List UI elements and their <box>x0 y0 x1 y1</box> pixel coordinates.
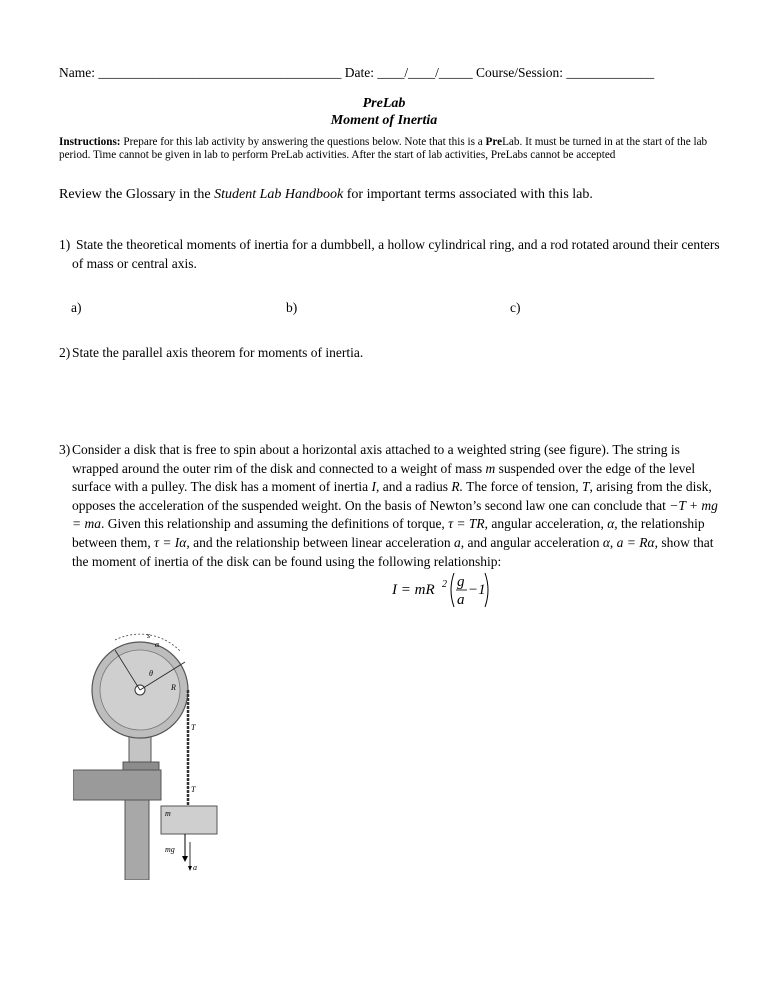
question-1-number: 1) <box>59 237 71 252</box>
question-2-number: 2) <box>59 345 71 360</box>
table-leg <box>125 800 149 880</box>
torque-equation: τ = TR <box>448 516 485 532</box>
fraction-numerator: g <box>457 574 465 590</box>
table-top <box>73 770 161 800</box>
question-3-text: Consider a disk that is free to spin about a horizontal axis attached to a weighted string (see figure). The string is wrapped around the outer rim of the disk and connected to a weight of mass m suspended over the edge of the level surface with a pulley. The disk has a moment of inertia I, and a radius R. The force of tension, T, arising from the disk, opposes the acceleration of the suspended weight. On the basis of Newton’s second law one can conclude that −T + mg = ma. Given this relationship and assuming the definitions of torque, τ = TR, angular acceleration, α, the relationship between them, τ = Iα, and the relationship between linear acceleration a, and angular acceleration α, a = Rα, show that the moment of inertia of the disk can be found using the following relationship: <box>72 442 718 569</box>
a-arrowhead <box>188 866 192 871</box>
label-tension-top: T <box>191 723 196 732</box>
question-1 <box>59 236 723 273</box>
date-blank[interactable]: ____/____/_____ <box>377 65 473 80</box>
name-label: Name: <box>59 65 95 80</box>
equation-lhs: I = mR <box>392 582 435 598</box>
minus-one: −1 <box>468 582 486 598</box>
answer-a-label: a) <box>71 300 82 315</box>
label-theta: θ <box>149 669 153 678</box>
label-alpha: α <box>155 640 160 649</box>
left-paren <box>451 573 454 607</box>
instructions-label: Instructions: <box>59 136 121 148</box>
question-1-text: State the theoretical moments of inertia for a dumbbell, a hollow cylindrical ring, and a rod rotated around their centers of mass or central axis. <box>72 237 720 271</box>
handbook-title: Student Lab Handbook <box>214 187 344 202</box>
title-prelab: PreLab <box>362 96 406 111</box>
label-tension-bottom: T <box>191 785 196 794</box>
review-line: Review the Glossary in the Student Lab Handbook for important terms associated with this lab. <box>59 187 593 202</box>
mg-arrowhead <box>182 856 188 862</box>
label-s: s <box>147 631 151 640</box>
answer-c-label: c) <box>510 300 521 315</box>
label-mg: mg <box>165 845 175 854</box>
label-r: R <box>171 683 176 692</box>
answer-b-label: b) <box>286 300 298 315</box>
question-2-text: State the parallel axis theorem for moments of inertia. <box>72 345 364 360</box>
newton-equation: −T + mg = ma <box>72 497 718 532</box>
tau-i-alpha-equation: τ = Iα <box>154 534 187 550</box>
label-m: m <box>165 809 171 818</box>
header-line <box>59 65 719 81</box>
mount-base <box>123 762 159 770</box>
name-blank[interactable]: ____________________________________ <box>98 65 342 80</box>
instructions: Instructions: Prepare for this lab activity by answering the questions below. Note that this is a PreLab. It must be turned in at the start of the lab period. Time cannot be given in lab to perform PreLab activities. After the start of lab activities, PreLabs cannot be accepted <box>59 136 708 162</box>
title-moment-of-inertia: Moment of Inertia <box>330 113 438 128</box>
fraction-denominator: a <box>457 592 465 608</box>
disk-pulley-figure <box>73 630 233 880</box>
label-a: a <box>193 863 197 872</box>
question-3 <box>59 441 723 571</box>
a-r-alpha-equation: a = Rα <box>616 534 655 550</box>
course-label: Course/Session: <box>476 65 564 80</box>
course-blank[interactable]: _____________ <box>566 65 655 80</box>
question-3-number: 3) <box>59 442 71 457</box>
question-2 <box>59 344 723 363</box>
date-label: Date: <box>344 65 374 80</box>
inertia-equation <box>392 568 512 612</box>
equation-exponent: 2 <box>442 579 447 590</box>
